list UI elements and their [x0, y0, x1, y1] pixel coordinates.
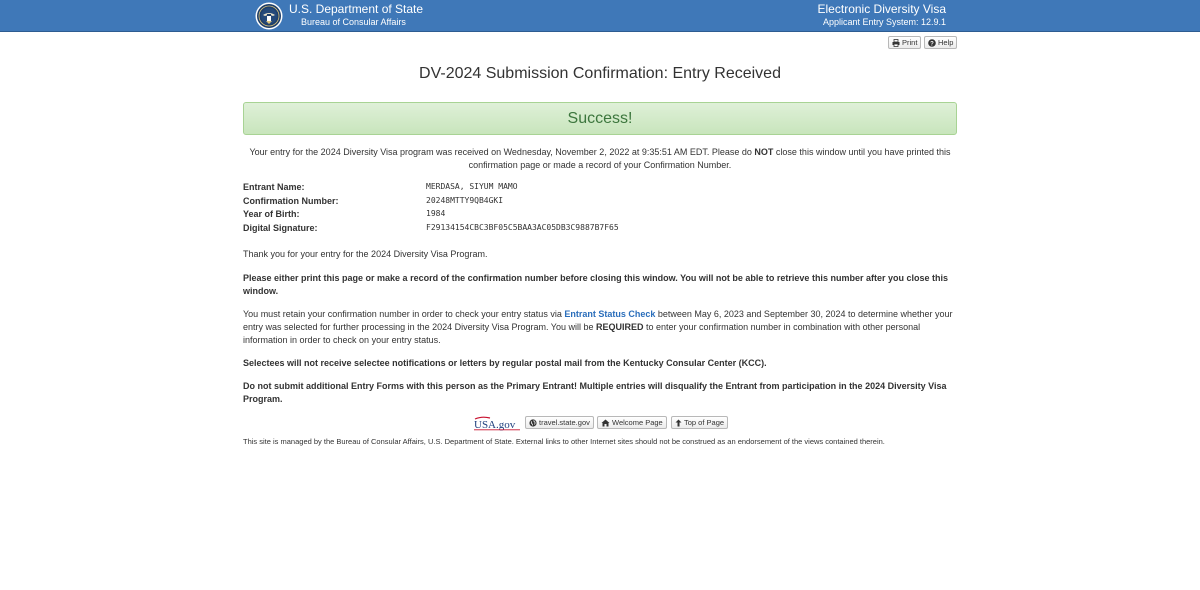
digital-signature-label: Digital Signature:: [243, 223, 318, 233]
question-circle-icon: [928, 39, 936, 47]
arrow-up-icon: [675, 419, 682, 427]
selectees-notice: Selectees will not receive selectee notifications or letters by regular postal mail from the Kentucky Consular Center (KCC).: [243, 358, 767, 368]
retain-confirmation-message: [243, 308, 957, 347]
help-label: Help: [938, 38, 954, 47]
home-icon: [601, 419, 610, 427]
received-text-part1: Your entry for the 2024 Diversity Visa program was received on Wednesday, November 2, 2022 at 9:35:51 AM EDT. Please do: [249, 147, 755, 157]
svg-text:?: ?: [930, 40, 934, 47]
year-of-birth-value: 1984: [426, 209, 446, 218]
year-of-birth-row: [243, 208, 957, 221]
confirmation-number-row: [243, 195, 957, 208]
page-title: DV-2024 Submission Confirmation: Entry Received: [419, 65, 781, 82]
retain-text-part2: between May 6, 2023 and September 30, 2024 to determine whether your entry was selected for further processing in the 2024 Diversity Visa Program. You will be: [243, 309, 953, 332]
confirmation-number-value: 20248MTTY9QB4GKI: [426, 196, 504, 205]
globe-icon: [529, 419, 537, 427]
no-additional-entries-warning: Do not submit additional Entry Forms with this person as the Primary Entrant! Multiple entries will disqualify the Entrant from participation in the 2024 Diversity Visa Program.: [243, 381, 947, 404]
top-of-page-label: Top of Page: [684, 418, 725, 427]
entrant-name-row: [243, 181, 957, 194]
site-disclaimer: This site is managed by the Bureau of Consular Affairs, U.S. Department of State. External links to other Internet sites should not be construed as an endorsement of the views contained therein.: [243, 437, 885, 446]
entrant-name-label: Entrant Name:: [243, 182, 305, 192]
travel-state-gov-button[interactable]: [525, 416, 594, 429]
usa-gov-logo[interactable]: [472, 416, 522, 431]
app-subtitle: Applicant Entry System: 12.9.1: [822, 17, 946, 27]
welcome-page-button[interactable]: [597, 416, 667, 429]
retain-text-part1: You must retain your confirmation number in order to check your entry status via: [243, 309, 565, 319]
travel-state-gov-label: travel.state.gov: [539, 418, 590, 427]
help-button[interactable]: [924, 36, 957, 49]
print-label: Print: [902, 38, 918, 47]
retain-text-part3: to enter your confirmation number in combination with other personal information in order to check on your entry status.: [243, 322, 921, 345]
top-of-page-button[interactable]: [671, 416, 728, 429]
print-button[interactable]: [888, 36, 921, 49]
thank-you-message: Thank you for your entry for the 2024 Diversity Visa Program.: [243, 249, 488, 259]
welcome-page-label: Welcome Page: [612, 418, 663, 427]
entrant-name-value: MERDASA, SIYUM MAMO: [426, 182, 518, 191]
printer-icon: [892, 39, 900, 47]
received-text-part2: close this window until you have printed this confirmation page or made a record of your Confirmation Number.: [468, 147, 951, 170]
year-of-birth-label: Year of Birth:: [243, 209, 300, 219]
bureau-name: Bureau of Consular Affairs: [301, 17, 406, 27]
digital-signature-value: F29134154CBC3BF05C5BAA3AC05DB3C9887B7F65: [426, 223, 619, 232]
top-header-bar: [0, 0, 1200, 32]
confirmation-number-label: Confirmation Number:: [243, 196, 339, 206]
received-message: [243, 146, 957, 172]
success-banner: Success!: [243, 102, 957, 135]
entrant-status-check-link[interactable]: Entrant Status Check: [564, 309, 656, 319]
print-warning-message: Please either print this page or make a record of the confirmation number before closing this window. You will not be able to retrieve this number after you close this window.: [243, 273, 948, 296]
department-name: U.S. Department of State: [289, 2, 424, 16]
retain-required-emphasis: REQUIRED: [596, 322, 644, 332]
digital-signature-row: [243, 222, 957, 235]
department-seal-icon: [255, 2, 283, 30]
received-emphasis: NOT: [754, 147, 774, 157]
app-title: Electronic Diversity Visa: [817, 2, 946, 16]
usa-gov-logo-text: USA.gov: [474, 419, 516, 431]
